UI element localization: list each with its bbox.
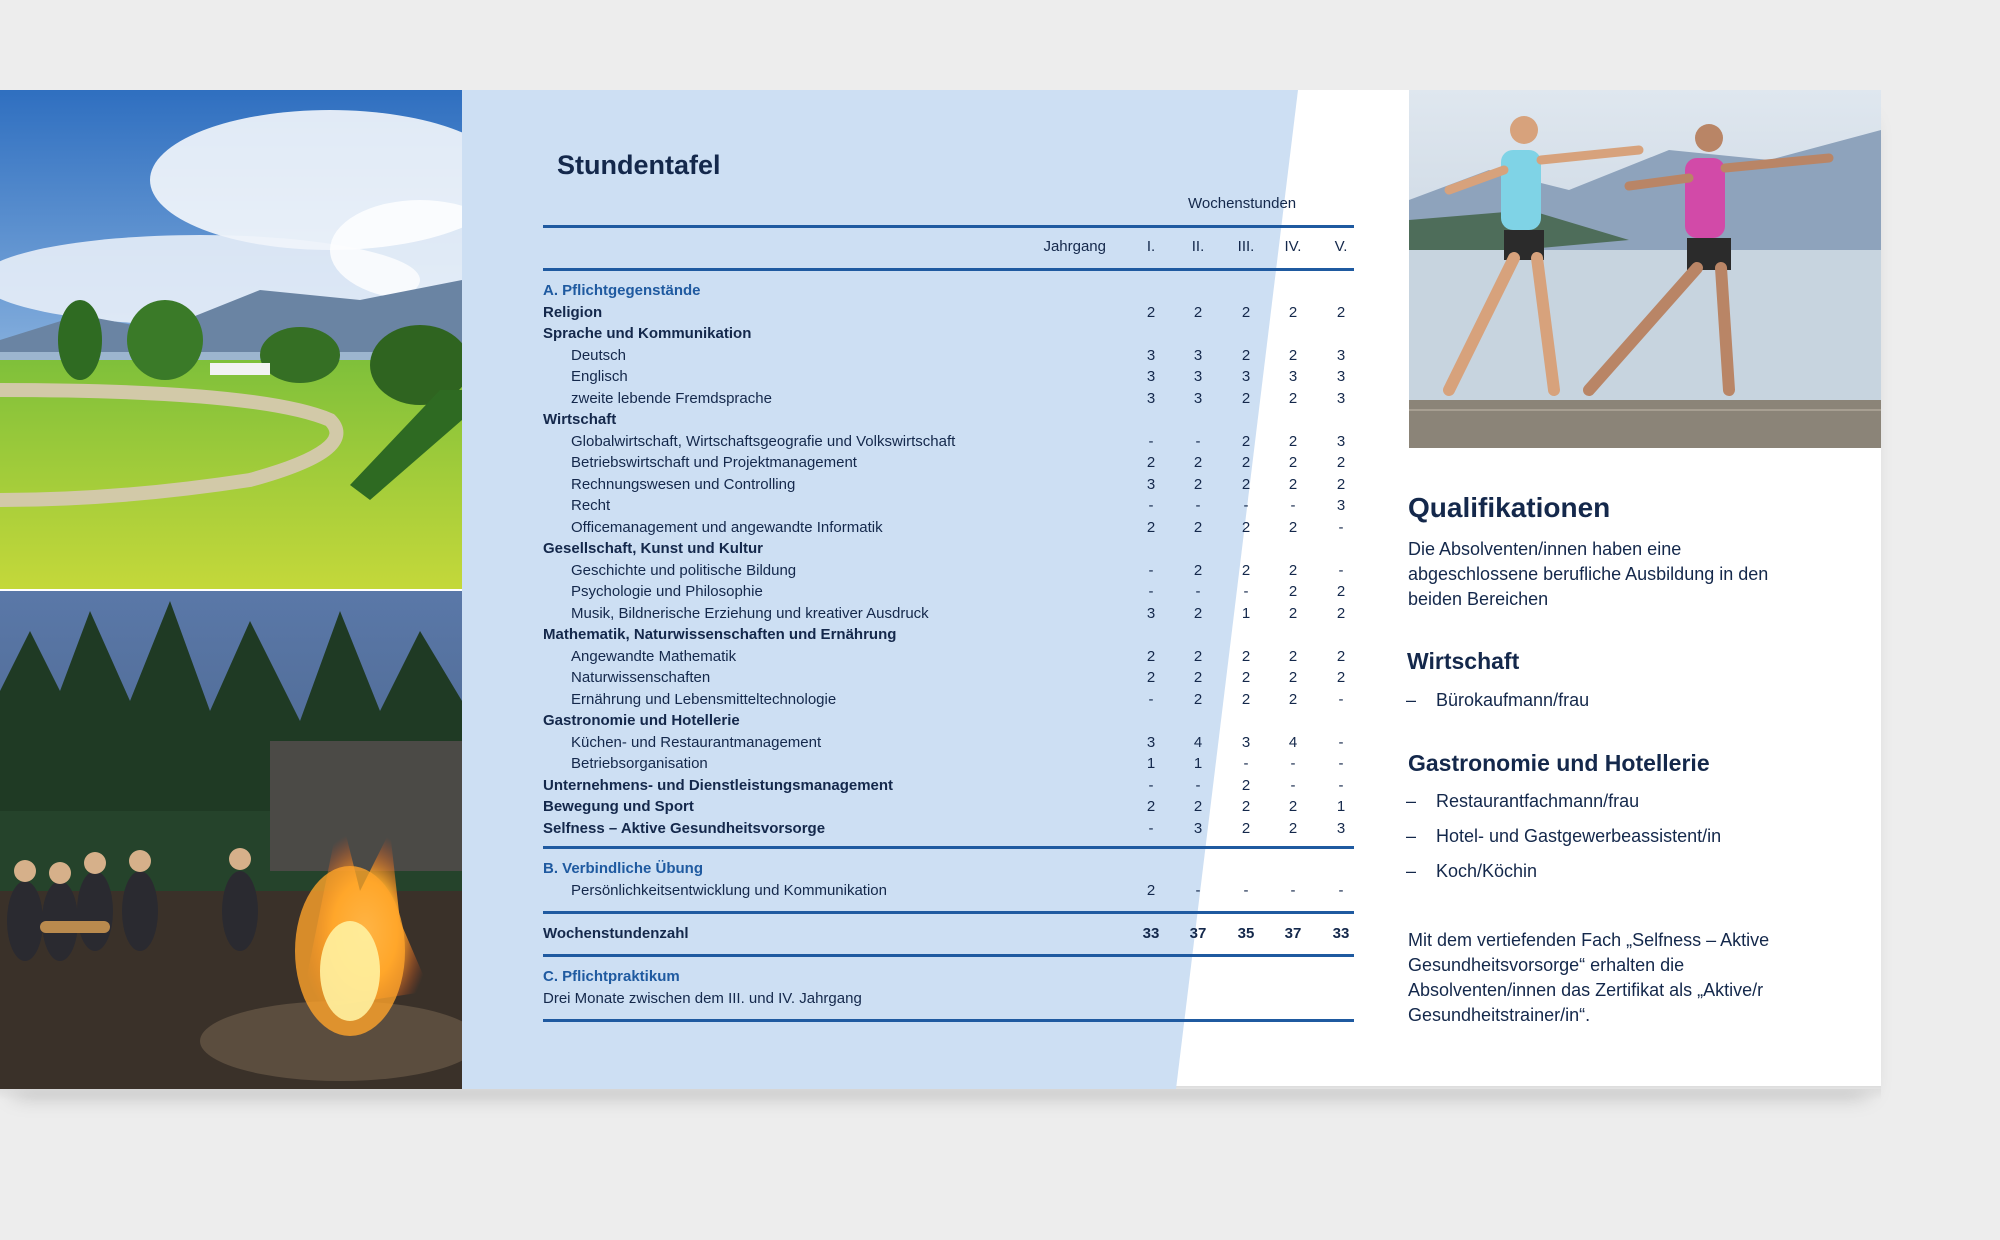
row-value: 2 — [1241, 303, 1251, 321]
row-value: - — [1338, 518, 1344, 536]
row-value: - — [1148, 497, 1154, 514]
row-value: 2 — [1146, 518, 1156, 536]
table-row — [543, 410, 1354, 432]
fitness-lake-photo — [1409, 90, 1881, 448]
row-value: 2 — [1241, 798, 1251, 815]
row-value: 2 — [1193, 690, 1203, 708]
section-heading — [543, 281, 1354, 303]
list-item — [1406, 789, 1806, 824]
row-label: Psychologie und Philosophie — [571, 583, 763, 600]
gastronomie-list — [1406, 789, 1806, 894]
row-value: 3 — [1146, 368, 1156, 385]
row-value: 2 — [1288, 475, 1298, 493]
row-value: 2 — [1336, 454, 1346, 471]
row-value: 3 — [1336, 346, 1346, 364]
selfness-text: Mit dem vertiefenden Fach „Selfness – Aktive Gesundheitsvorsorge“ erhalten die Absolventen/innen das Zertifikat als „Aktive/r Gesundheitstrainer/in“. — [1408, 930, 1770, 1025]
row-value: - — [1338, 690, 1344, 708]
table-row — [543, 389, 1354, 411]
subject-rows — [543, 281, 1354, 840]
row-label: Betriebswirtschaft und Projektmanagement — [571, 454, 857, 471]
row-value: 2 — [1288, 389, 1298, 407]
campfire-photo — [0, 591, 462, 1089]
row-value: 1 — [1336, 798, 1346, 815]
total-label: Wochenstundenzahl — [543, 925, 689, 942]
total-value: 35 — [1237, 925, 1255, 942]
gastronomie-heading: Gastronomie und Hotellerie — [1408, 750, 1710, 776]
row-value: 3 — [1336, 819, 1346, 837]
dash-bullet: – — [1406, 690, 1417, 710]
year-col-3: III. — [1237, 238, 1255, 255]
table-header-rule — [543, 268, 1354, 271]
row-value: 2 — [1336, 604, 1346, 622]
row-value: 2 — [1193, 475, 1203, 493]
row-value: 2 — [1146, 798, 1156, 815]
total-value: 33 — [1142, 925, 1160, 942]
row-value: 2 — [1146, 669, 1156, 686]
table-row — [543, 432, 1354, 454]
row-value: 2 — [1241, 454, 1251, 471]
table-row — [543, 539, 1354, 561]
row-value: - — [1338, 776, 1344, 794]
row-value: 2 — [1241, 690, 1251, 708]
section-b — [543, 859, 1354, 902]
row-value: - — [1148, 583, 1154, 600]
row-value: 2 — [1288, 819, 1298, 837]
row-value: - — [1243, 755, 1249, 772]
table-bottom-rule — [543, 1019, 1354, 1022]
row-value: 2 — [1288, 583, 1298, 600]
row-value: 2 — [1288, 647, 1298, 665]
row-value: 3 — [1193, 389, 1203, 407]
year-col-4: IV. — [1284, 238, 1302, 255]
table-row — [543, 668, 1354, 690]
row-value: 2 — [1241, 819, 1251, 837]
row-value: - — [1148, 819, 1154, 837]
list-item-text: Restaurantfachmann/frau — [1436, 791, 1640, 811]
row-label: Recht — [571, 497, 611, 514]
row-value: 3 — [1146, 346, 1156, 364]
section-c — [543, 967, 1354, 1010]
dash-bullet: – — [1406, 791, 1417, 811]
row-value: - — [1148, 432, 1154, 450]
row-value: 2 — [1193, 669, 1203, 686]
row-value: 2 — [1193, 798, 1203, 815]
section-b-label: B. Verbindliche Übung — [543, 860, 704, 877]
row-value: 3 — [1336, 389, 1346, 407]
row-value: 2 — [1146, 881, 1156, 899]
table-row — [543, 561, 1354, 583]
row-label: Sprache und Kommunikation — [543, 325, 752, 342]
row-label: Bewegung und Sport — [543, 798, 694, 815]
page-title: Stundentafel — [557, 150, 721, 180]
year-col-1: I. — [1146, 238, 1156, 255]
row-label: Mathematik, Naturwissenschaften und Ernährung — [543, 626, 897, 643]
row-value: - — [1243, 583, 1249, 600]
row-value: 3 — [1193, 819, 1203, 837]
table-row — [543, 346, 1354, 368]
row-value: 2 — [1241, 669, 1251, 686]
row-value: 2 — [1193, 518, 1203, 536]
row-value: - — [1338, 733, 1344, 751]
row-value: 2 — [1241, 776, 1251, 794]
table-row — [543, 690, 1354, 712]
row-value: 3 — [1241, 368, 1251, 385]
row-value: 3 — [1146, 604, 1156, 622]
row-value: 2 — [1288, 690, 1298, 708]
row-label: Geschichte und politische Bildung — [571, 561, 797, 579]
row-label: Officemanagement und angewandte Informatik — [571, 518, 883, 536]
section-c-text: Drei Monate zwischen dem III. und IV. Jahrgang — [543, 989, 862, 1007]
qualifications-text: Die Absolventen/innen haben eine abgeschlossene berufliche Ausbildung in den beiden Bereichen — [1408, 539, 1769, 609]
row-value: 2 — [1336, 647, 1346, 665]
row-value: - — [1148, 776, 1154, 794]
row-value: 3 — [1193, 368, 1203, 385]
row-value: 2 — [1336, 669, 1346, 686]
wirtschaft-heading: Wirtschaft — [1407, 648, 1520, 674]
list-item-text: Koch/Köchin — [1436, 861, 1538, 881]
row-value: - — [1195, 881, 1201, 899]
qualifications-heading: Qualifikationen — [1408, 492, 1611, 523]
row-value: 3 — [1193, 346, 1203, 364]
row-value: 2 — [1193, 647, 1203, 665]
row-value: 2 — [1241, 561, 1251, 579]
list-item — [1406, 859, 1806, 894]
row-label: zweite lebende Fremdsprache — [571, 389, 772, 407]
table-row — [543, 582, 1354, 604]
table-row — [543, 776, 1354, 798]
section-b-heading — [543, 859, 1354, 881]
row-value: 3 — [1336, 432, 1346, 450]
row-value: 2 — [1288, 454, 1298, 471]
list-item-text: Hotel- und Gastgewerbeassistent/in — [1436, 826, 1722, 846]
row-value: - — [1290, 755, 1296, 772]
row-value: 2 — [1193, 454, 1203, 471]
row-value: 4 — [1288, 733, 1298, 751]
table-row — [543, 819, 1354, 841]
row-label: Gesellschaft, Kunst und Kultur — [543, 540, 764, 557]
row-value: 1 — [1193, 755, 1203, 772]
row-label: A. Pflichtgegenstände — [543, 282, 701, 299]
row-label: Naturwissenschaften — [571, 669, 711, 686]
row-label: Betriebsorganisation — [571, 755, 708, 772]
row-value: - — [1195, 432, 1201, 450]
row-label: Gastronomie und Hotellerie — [543, 712, 740, 729]
row-value: 2 — [1193, 561, 1203, 579]
total-value: 33 — [1332, 925, 1350, 942]
table-row — [543, 324, 1354, 346]
row-value: 2 — [1241, 475, 1251, 493]
row-value: - — [1148, 561, 1154, 579]
row-value: 1 — [1146, 755, 1156, 772]
row-value: 3 — [1336, 368, 1346, 385]
row-label: Globalwirtschaft, Wirtschaftsgeografie und Volkswirtschaft — [571, 432, 956, 450]
row-value: 2 — [1288, 518, 1298, 536]
row-value: 2 — [1288, 561, 1298, 579]
row-value: 2 — [1241, 647, 1251, 665]
list-item — [1406, 824, 1806, 859]
row-value: 2 — [1288, 432, 1298, 450]
row-label: Deutsch — [571, 346, 627, 364]
row-value: 3 — [1146, 475, 1156, 493]
dash-bullet: – — [1406, 861, 1417, 881]
row-value: 1 — [1241, 604, 1251, 622]
row-value: 3 — [1241, 733, 1251, 751]
table-row — [543, 625, 1354, 647]
row-value: - — [1195, 776, 1201, 794]
row-label: Angewandte Mathematik — [571, 647, 737, 665]
total-value: 37 — [1284, 925, 1302, 942]
row-value: 2 — [1241, 518, 1251, 536]
row-value: - — [1290, 881, 1296, 899]
table-row — [543, 711, 1354, 733]
year-col-2: II. — [1191, 238, 1205, 255]
table-row — [543, 367, 1354, 389]
row-label: Rechnungswesen und Controlling — [571, 475, 796, 493]
table-row — [543, 604, 1354, 626]
row-value: - — [1195, 497, 1201, 514]
row-value: - — [1338, 881, 1344, 899]
year-col-5: V. — [1334, 238, 1348, 255]
row-value: 2 — [1288, 346, 1298, 364]
table-row — [543, 475, 1354, 497]
section-a-end-rule — [543, 846, 1354, 849]
row-value: 2 — [1336, 475, 1346, 493]
section-c-label: C. Pflichtpraktikum — [543, 968, 680, 985]
row-value: 3 — [1146, 733, 1156, 751]
table-row — [543, 518, 1354, 540]
row-value: 2 — [1288, 669, 1298, 686]
table-row — [543, 797, 1354, 819]
weekly-hours-label: Wochenstunden — [1188, 195, 1297, 212]
row-value: 2 — [1146, 303, 1156, 321]
row-value: 2 — [1241, 346, 1251, 364]
table-row — [543, 647, 1354, 669]
list-item-text: Bürokaufmann/frau — [1436, 690, 1590, 710]
row-value: 3 — [1336, 497, 1346, 514]
row-value: - — [1290, 776, 1296, 794]
row-value: 2 — [1146, 454, 1156, 471]
row-value: - — [1195, 583, 1201, 600]
row-label: Selfness – Aktive Gesundheitsvorsorge — [543, 819, 826, 837]
row-value: 2 — [1288, 798, 1298, 815]
row-label: Englisch — [571, 368, 628, 385]
table-row — [543, 496, 1354, 518]
list-item — [1406, 688, 1746, 723]
total-end-rule — [543, 954, 1354, 957]
table-row — [543, 881, 1354, 903]
row-value: 3 — [1146, 389, 1156, 407]
row-value: 2 — [1241, 389, 1251, 407]
row-label: Unternehmens- und Dienstleistungsmanagement — [543, 776, 894, 794]
row-value: - — [1338, 561, 1344, 579]
table-row — [543, 453, 1354, 475]
row-value: 2 — [1336, 583, 1346, 600]
row-label: Persönlichkeitsentwicklung und Kommunikation — [571, 881, 887, 899]
row-label: Ernährung und Lebensmitteltechnologie — [571, 690, 837, 708]
table-row — [543, 303, 1354, 325]
row-value: 3 — [1288, 368, 1298, 385]
row-value: 4 — [1193, 733, 1203, 751]
section-b-end-rule — [543, 911, 1354, 914]
row-value: 2 — [1193, 604, 1203, 622]
row-value: - — [1338, 755, 1344, 772]
table-row — [543, 733, 1354, 755]
row-value: - — [1148, 690, 1154, 708]
row-label: Musik, Bildnerische Erziehung und kreativer Ausdruck — [571, 604, 929, 622]
row-value: 2 — [1193, 303, 1203, 321]
table-top-rule — [543, 225, 1354, 228]
row-label: Wirtschaft — [543, 411, 617, 428]
row-value: 2 — [1288, 604, 1298, 622]
meadow-lake-photo — [0, 90, 462, 589]
year-label: Jahrgang — [1043, 238, 1106, 255]
total-row — [543, 924, 1354, 946]
row-value: - — [1290, 497, 1296, 514]
row-value: 2 — [1241, 432, 1251, 450]
row-value: 2 — [1336, 303, 1346, 321]
wirtschaft-list — [1406, 688, 1746, 723]
total-value: 37 — [1189, 925, 1207, 942]
row-label: Küchen- und Restaurantmanagement — [571, 733, 822, 751]
row-value: - — [1243, 497, 1249, 514]
row-value: - — [1243, 881, 1249, 899]
table-row — [543, 754, 1354, 776]
dash-bullet: – — [1406, 826, 1417, 846]
row-value: 2 — [1288, 303, 1298, 321]
row-label: Religion — [543, 303, 603, 321]
row-value: 2 — [1146, 647, 1156, 665]
